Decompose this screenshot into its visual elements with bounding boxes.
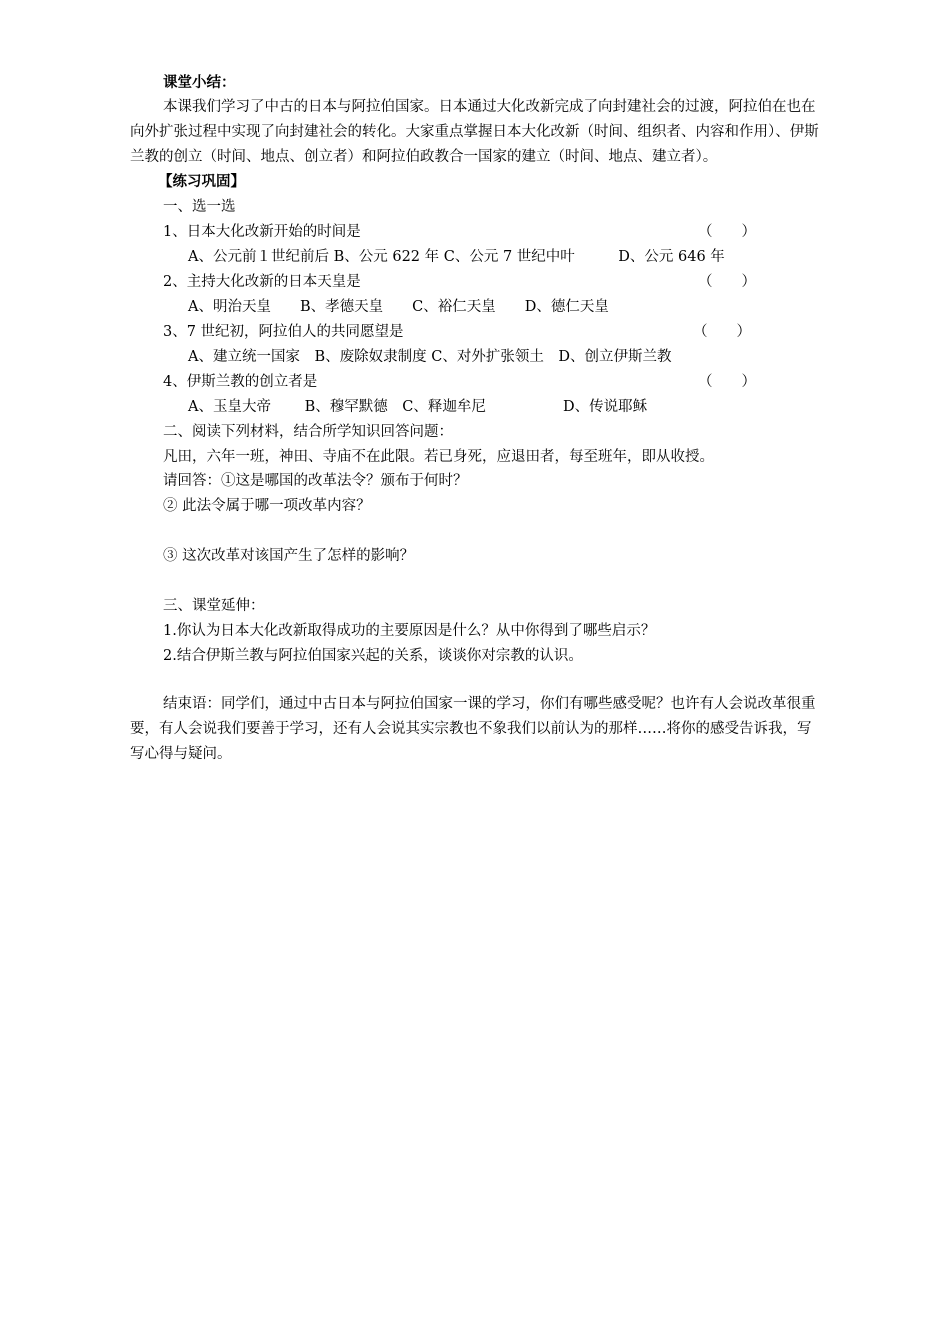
- question-4-options: A、玉皇大帝 B、穆罕默德 C、释迦牟尼 D、传说耶稣: [188, 399, 648, 415]
- extension-question-1: 1.你认为日本大化改新取得成功的主要原因是什么？从中你得到了哪些启示？: [163, 623, 656, 639]
- closing-line: 要，有人会说我们要善于学习，还有人会说其实宗教也不象我们以前认为的那样……将你的感受告诉我，写: [130, 721, 812, 737]
- question-3-options: A、建立统一国家 B、废除奴隶制度 C、对外扩张领土 D、创立伊斯兰教: [188, 349, 672, 365]
- answer-blank-3: （ ）: [693, 324, 751, 340]
- reading-question-2: ② 此法令属于哪一项改革内容？: [163, 498, 371, 514]
- reading-material: 凡田，六年一班，神田、寺庙不在此限。若已身死，应退田者，每至班年，即从收授。: [163, 449, 714, 465]
- summary-paragraph-line: 本课我们学习了中古的日本与阿拉伯国家。日本通过大化改新完成了向封建社会的过渡，阿拉伯在也在: [163, 99, 816, 115]
- closing-line: 写心得与疑问。: [130, 746, 232, 762]
- summary-paragraph-line: 向外扩张过程中实现了向封建社会的转化。大家重点掌握日本大化改新（时间、组织者、内容和作用）、伊斯: [130, 124, 819, 140]
- answer-blank-1: （ ）: [698, 224, 756, 240]
- question-1-options: A、公元前１世纪前后 B、公元 622 年 C、公元 7 世纪中叶 D、公元 646 年: [188, 249, 725, 265]
- question-1: 1、日本大化改新开始的时间是: [163, 224, 361, 240]
- reading-question-1: 请回答：①这是哪国的改革法令？颁布于何时？: [163, 473, 468, 489]
- practice-heading: 【练习巩固】: [158, 173, 245, 190]
- extension-question-2: 2.结合伊斯兰教与阿拉伯国家兴起的关系，谈谈你对宗教的认识。: [163, 648, 583, 664]
- question-2: 2、主持大化改新的日本天皇是: [163, 274, 361, 290]
- question-3: 3、7 世纪初，阿拉伯人的共同愿望是: [163, 324, 404, 340]
- summary-paragraph-line: 兰教的创立（时间、地点、创立者）和阿拉伯政教合一国家的建立（时间、地点、建立者）。: [130, 149, 718, 165]
- question-4: 4、伊斯兰教的创立者是: [163, 374, 318, 390]
- section-extension-heading: 三、课堂延伸：: [163, 598, 265, 614]
- section-reading-heading: 二、阅读下列材料，结合所学知识回答问题：: [163, 424, 453, 440]
- reading-question-3: ③ 这次改革对该国产生了怎样的影响？: [163, 548, 415, 564]
- answer-blank-4: （ ）: [698, 374, 756, 390]
- closing-line: 结束语：同学们，通过中古日本与阿拉伯国家一课的学习，你们有哪些感受呢？也许有人会说改革很重: [163, 696, 816, 712]
- question-2-options: A、明治天皇 B、孝德天皇 C、裕仁天皇 D、德仁天皇: [188, 299, 609, 315]
- summary-heading: 课堂小结：: [163, 74, 236, 91]
- answer-blank-2: （ ）: [698, 274, 756, 290]
- section-choose-heading: 一、选一选: [163, 199, 236, 215]
